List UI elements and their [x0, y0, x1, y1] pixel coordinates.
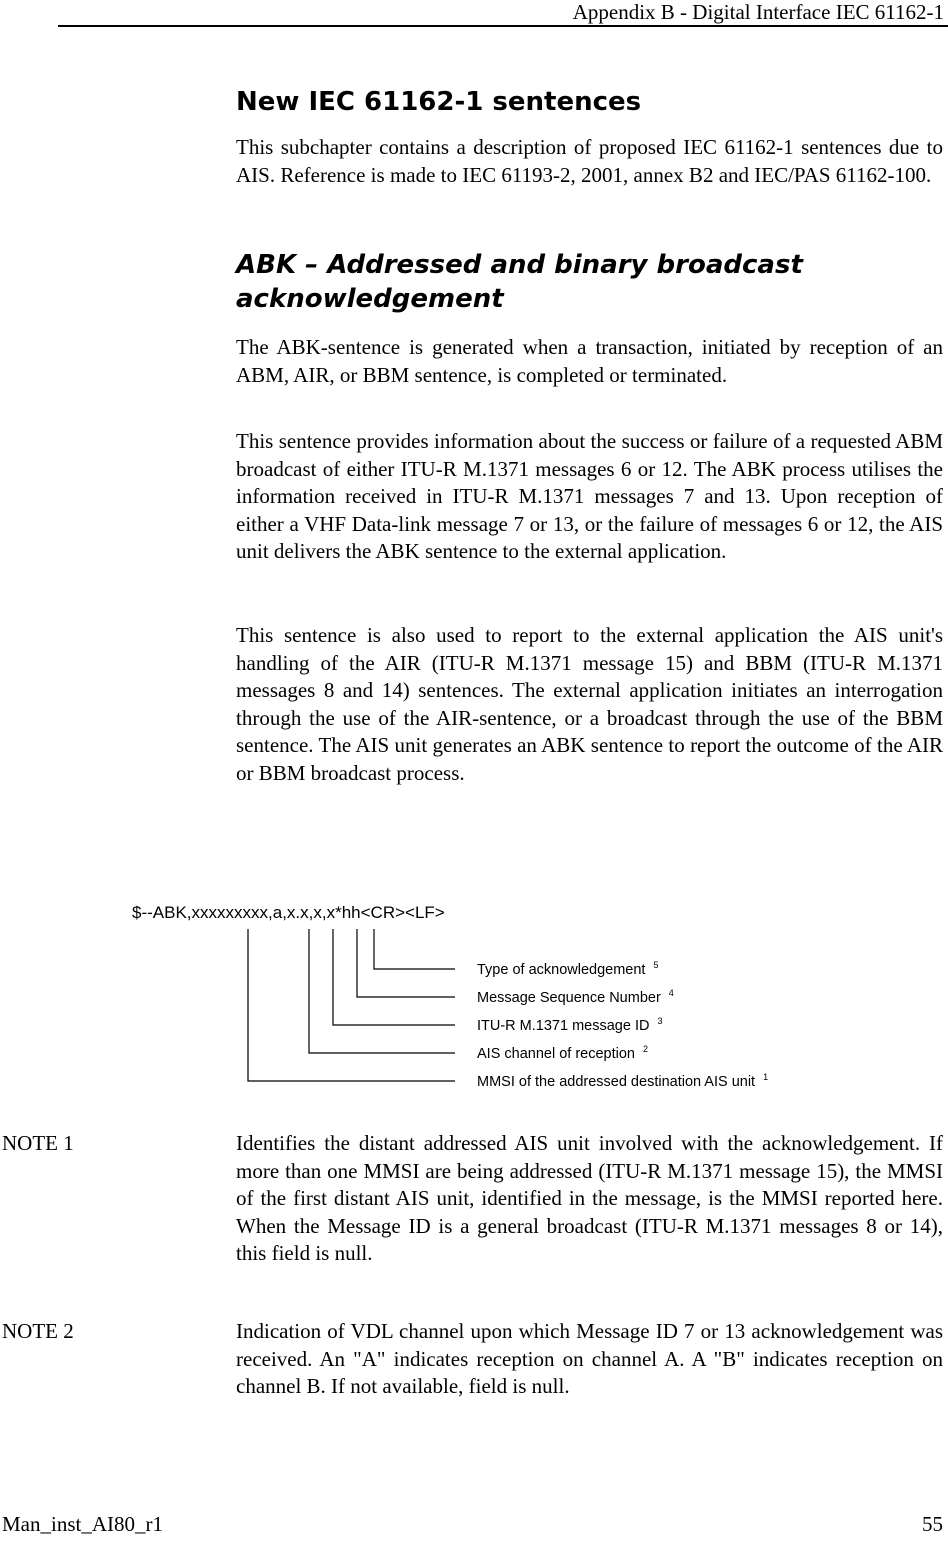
subsection-heading: ABK – Addressed and binary broadcast acknowledgement [236, 250, 803, 314]
paragraph-1: The ABK-sentence is generated when a transaction, initiated by reception of an ABM, AIR, or BBM sentence, is completed or terminated. [236, 335, 943, 387]
note-label: NOTE 1 [2, 1131, 74, 1155]
paragraph-3: This sentence is also used to report to the external application the AIS unit's handling of the AIR (ITU-R M.1371 message 15) and BBM (ITU-R M.1371 messages 8 and 14) sentences. The external application initiates an interrogation through the use of the AIR-sentence, or a broadcast through the use of the BBM sentence. The AIS unit generates an ABK sentence to report the outcome of the AIR or BBM broadcast process. [236, 623, 943, 785]
note-text: Identifies the distant addressed AIS unit involved with the acknowledgement. If more than one MMSI are being addressed (ITU-R M.1371 message 15), the MMSI of the first distant AIS unit, identified in the message, is the MMSI reported here. When the Message ID is a general broadcast (ITU-R M.1371 messages 8 or 14), this field is null. [236, 1131, 943, 1266]
diagram-leader-lines [248, 929, 455, 1081]
footer-doc-id: Man_inst_AI80_r1 [2, 1512, 163, 1536]
note-label: NOTE 2 [2, 1319, 74, 1343]
field-label-text: MMSI of the addressed destination AIS unit [477, 1074, 756, 1090]
field-note-ref: 3 [657, 1016, 663, 1026]
field-label-2 [477, 988, 674, 1006]
field-note-ref: 5 [653, 960, 659, 970]
field-note-ref: 1 [763, 1072, 769, 1082]
leader-line-type [374, 929, 455, 969]
field-label-1 [477, 960, 658, 978]
leader-line-channel [309, 929, 455, 1053]
header-rule [58, 25, 948, 27]
leader-line-msgid [333, 929, 455, 1025]
field-label-text: Message Sequence Number [477, 990, 661, 1006]
sentence-format-diagram [0, 890, 948, 1100]
field-note-ref: 4 [668, 988, 674, 998]
leader-line-seq [357, 929, 455, 997]
paragraph-2: This sentence provides information about the success or failure of a requested ABM broadcast of either ITU-R M.1371 messages 6 or 12. The ABK process utilises the information received in ITU-R M.1371 messages 7 and 13. Upon reception of either a VHF Data-link message 7 or 13, or the failure of messages 6 or 12, the AIS unit delivers the ABK sentence to the external application. [236, 429, 943, 564]
field-label-4 [477, 1044, 648, 1062]
footer-page-number: 55 [922, 1512, 943, 1536]
field-label-text: ITU-R M.1371 message ID [477, 1018, 650, 1034]
field-label-3 [477, 1016, 662, 1034]
section-heading: New IEC 61162-1 sentences [236, 87, 642, 117]
leader-line-mmsi [248, 929, 455, 1081]
field-label-5 [477, 1072, 768, 1090]
note-text: Indication of VDL channel upon which Message ID 7 or 13 acknowledgement was received. An "A" indicates reception on channel A. A "B" indicates reception on channel B. If not available, field is null. [236, 1319, 943, 1399]
page-header-title: Appendix B - Digital Interface IEC 61162-1 [572, 0, 944, 24]
section-intro: This subchapter contains a description of proposed IEC 61162-1 sentences due to AIS. Reference is made to IEC 61193-2, 2001, annex B2 and IEC/PAS 61162-100. [236, 135, 943, 187]
field-label-text: AIS channel of reception [477, 1046, 635, 1062]
sentence-formula: $--ABK,xxxxxxxxx,a,x.x,x,x*hh<CR><LF> [132, 903, 445, 922]
field-note-ref: 2 [643, 1044, 649, 1054]
field-label-text: Type of acknowledgement [477, 962, 646, 978]
